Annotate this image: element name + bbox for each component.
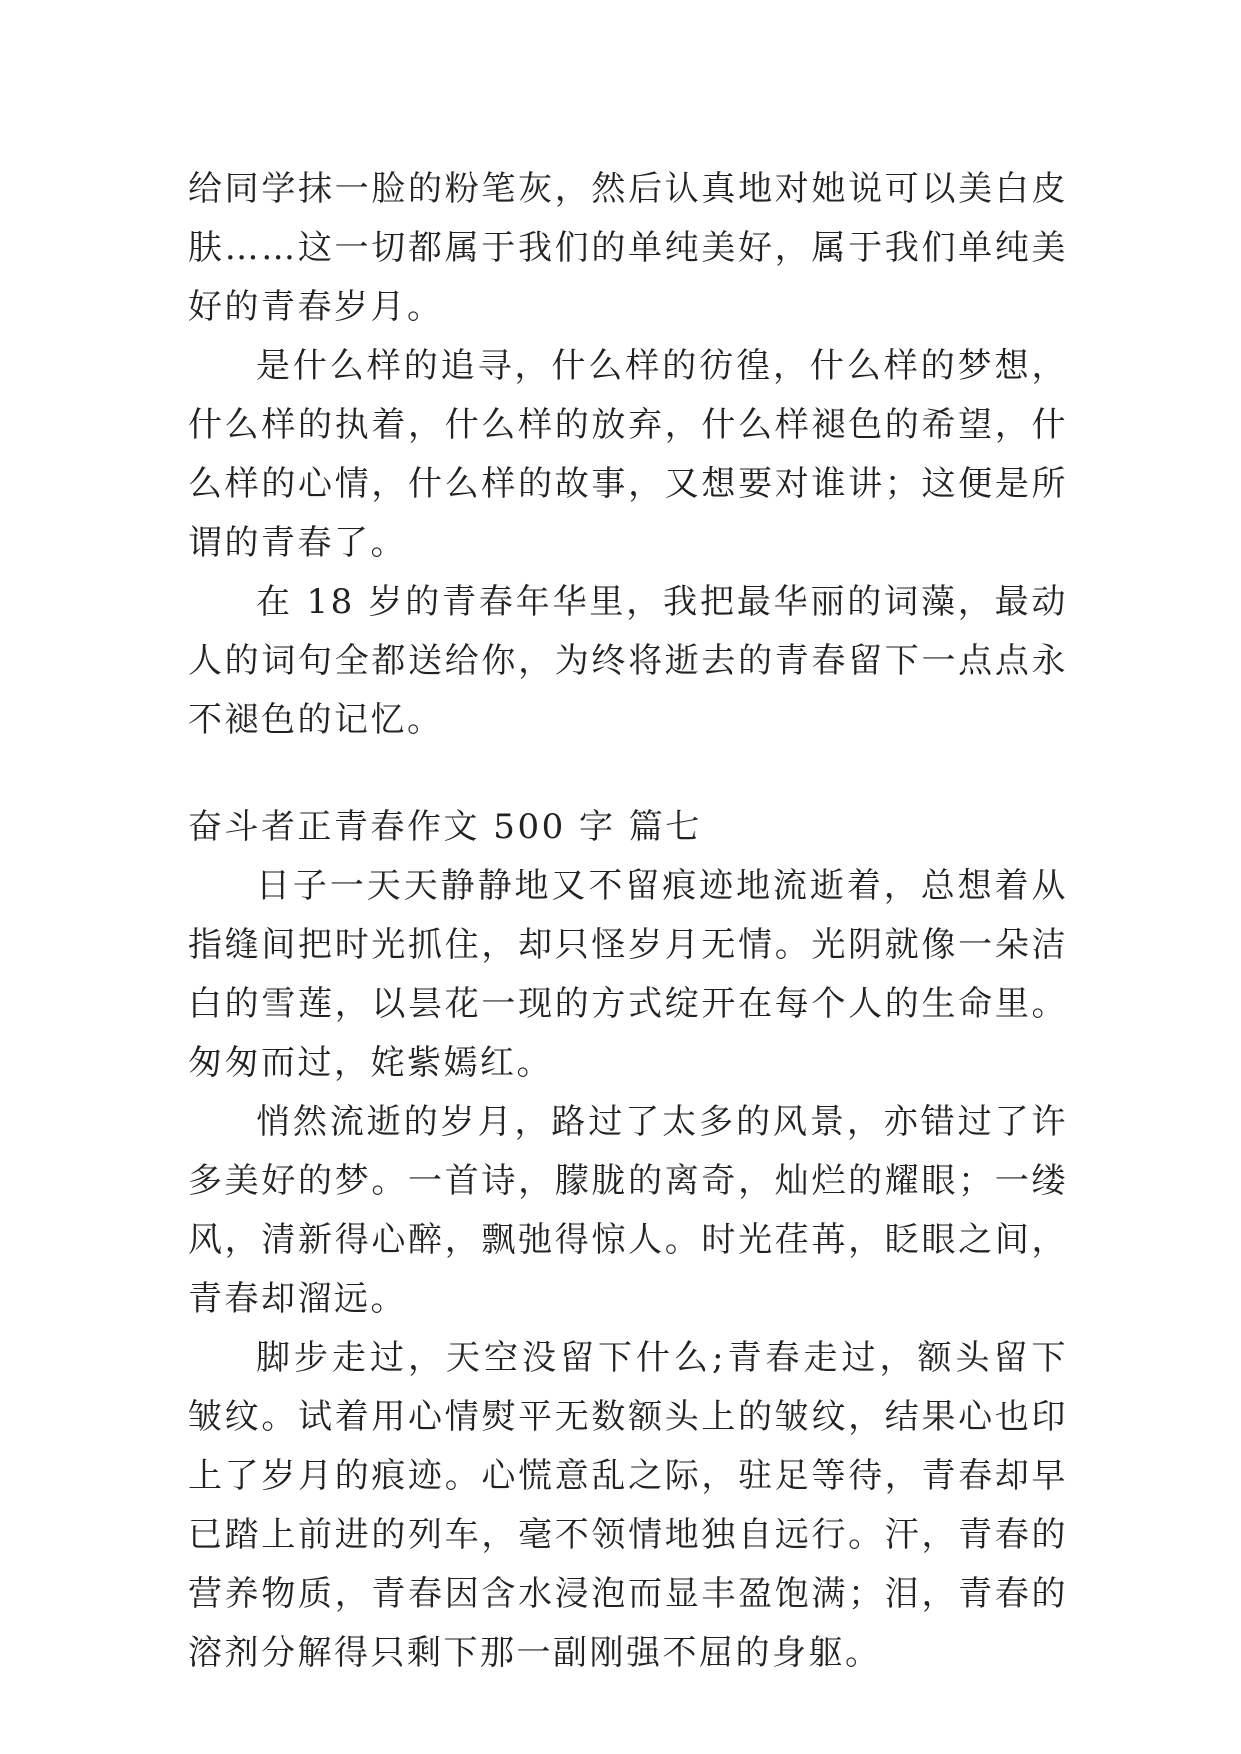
- paragraph-3: 在 18 岁的青春年华里，我把最华丽的词藻，最动人的词句全都送给你，为终将逝去的青春留下一点点永不褪色的记忆。: [188, 582, 1068, 740]
- paragraph-2: 是什么样的追寻，什么样的彷徨，什么样的梦想，什么样的执着，什么样的放弃，什么样褪色的希望，什么样的心情，什么样的故事，又想要对谁讲；这便是所谓的青春了。: [188, 346, 1068, 563]
- paragraph-6: 脚步走过，天空没留下什么;青春走过，额头留下皱纹。试着用心情熨平无数额头上的皱纹，结果心也印上了岁月的痕迹。心慌意乱之际，驻足等待，青春却早已踏上前进的列车，毫不领情地独自远行。汗，青春的营养物质，青春因含水浸泡而显丰盈饱满；泪，青春的溶剂分解得只剩下那一副刚强不屈的身躯。: [188, 1338, 1068, 1673]
- paragraph-1: 给同学抹一脸的粉笔灰，然后认真地对她说可以美白皮肤……这一切都属于我们的单纯美好，属于我们单纯美好的青春岁月。: [188, 169, 1068, 327]
- paragraph-4: 日子一天天静静地又不留痕迹地流逝着，总想着从指缝间把时光抓住，却只怪岁月无情。光阴就像一朵洁白的雪莲，以昙花一现的方式绽开在每个人的生命里。匆匆而过，姹紫嫣红。: [188, 866, 1068, 1083]
- section-spacer: [188, 750, 1068, 798]
- section-heading: 奋斗者正青春作文 500 字 篇七: [188, 807, 702, 847]
- paragraph-5: 悄然流逝的岁月，路过了太多的风景，亦错过了许多美好的梦。一首诗，朦胧的离奇，灿烂的耀眼；一缕风，清新得心醉，飘弛得惊人。时光荏苒，眨眼之间，青春却溜远。: [188, 1102, 1068, 1319]
- document-body: [188, 160, 1068, 1683]
